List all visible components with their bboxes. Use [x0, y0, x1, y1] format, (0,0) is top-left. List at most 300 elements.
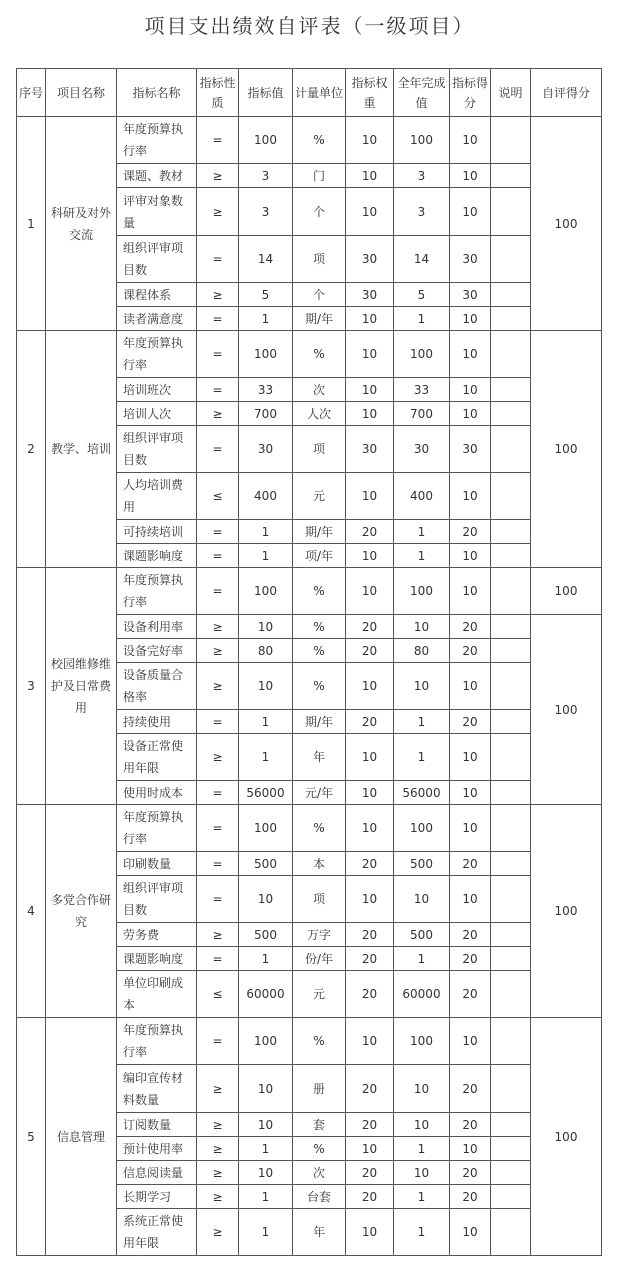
indicator-unit: %	[293, 117, 346, 164]
indicator-note	[491, 852, 531, 876]
indicator-weight: 10	[346, 781, 394, 805]
indicator-note	[491, 473, 531, 520]
indicator-weight: 10	[346, 1018, 394, 1065]
indicator-name: 读者满意度	[117, 307, 197, 331]
indicator-score: 20	[450, 1065, 491, 1113]
indicator-unit: %	[293, 1137, 346, 1161]
project-name: 多党合作研究	[46, 805, 117, 1018]
indicator-note	[491, 876, 531, 923]
indicator-name: 系统正常使用年限	[117, 1209, 197, 1256]
header-self-score: 自评得分	[531, 69, 602, 117]
indicator-unit: 万字	[293, 923, 346, 947]
indicator-value: 10	[239, 663, 293, 710]
indicator-name: 课程体系	[117, 283, 197, 307]
indicator-unit: 次	[293, 1161, 346, 1185]
indicator-score: 30	[450, 236, 491, 283]
indicator-name: 信息阅读量	[117, 1161, 197, 1185]
indicator-score: 10	[450, 164, 491, 188]
indicator-unit: 项	[293, 236, 346, 283]
indicator-actual: 1	[394, 1137, 450, 1161]
indicator-actual: 10	[394, 615, 450, 639]
indicator-note	[491, 1185, 531, 1209]
indicator-nature: ≥	[197, 639, 239, 663]
indicator-note	[491, 734, 531, 781]
project-no: 4	[17, 805, 46, 1018]
indicator-name: 设备利用率	[117, 615, 197, 639]
indicator-name: 组织评审项目数	[117, 236, 197, 283]
table-row	[17, 331, 602, 378]
indicator-name: 劳务费	[117, 923, 197, 947]
indicator-name: 课题影响度	[117, 947, 197, 971]
indicator-score: 30	[450, 426, 491, 473]
indicator-name: 课题影响度	[117, 544, 197, 568]
indicator-actual: 500	[394, 852, 450, 876]
indicator-value: 56000	[239, 781, 293, 805]
indicator-nature: ≥	[197, 1209, 239, 1256]
indicator-value: 400	[239, 473, 293, 520]
indicator-weight: 10	[346, 734, 394, 781]
indicator-actual: 1	[394, 1209, 450, 1256]
indicator-score: 20	[450, 947, 491, 971]
indicator-name: 持续使用	[117, 710, 197, 734]
indicator-actual: 100	[394, 805, 450, 852]
indicator-note	[491, 568, 531, 615]
indicator-weight: 20	[346, 710, 394, 734]
indicator-value: 60000	[239, 971, 293, 1018]
indicator-value: 10	[239, 615, 293, 639]
indicator-weight: 10	[346, 331, 394, 378]
indicator-nature: ≥	[197, 923, 239, 947]
indicator-unit: %	[293, 663, 346, 710]
indicator-nature: =	[197, 781, 239, 805]
indicator-score: 10	[450, 1137, 491, 1161]
indicator-score: 20	[450, 639, 491, 663]
indicator-unit: 期/年	[293, 710, 346, 734]
indicator-note	[491, 1209, 531, 1256]
indicator-note	[491, 1161, 531, 1185]
header-weight: 指标权重	[346, 69, 394, 117]
indicator-value: 1	[239, 520, 293, 544]
indicator-note	[491, 117, 531, 164]
indicator-name: 单位印刷成本	[117, 971, 197, 1018]
project-no: 1	[17, 117, 46, 331]
indicator-note	[491, 188, 531, 236]
indicator-unit: 套	[293, 1113, 346, 1137]
indicator-name: 课题、教材	[117, 164, 197, 188]
indicator-score: 10	[450, 473, 491, 520]
indicator-name: 使用时成本	[117, 781, 197, 805]
indicator-nature: =	[197, 520, 239, 544]
indicator-weight: 10	[346, 402, 394, 426]
indicator-nature: ≥	[197, 1113, 239, 1137]
indicator-unit: 元	[293, 971, 346, 1018]
header-row	[17, 69, 602, 117]
indicator-nature: ≤	[197, 473, 239, 520]
indicator-actual: 1	[394, 947, 450, 971]
indicator-name: 组织评审项目数	[117, 426, 197, 473]
indicator-name: 可持续培训	[117, 520, 197, 544]
indicator-weight: 10	[346, 473, 394, 520]
indicator-note	[491, 1137, 531, 1161]
indicator-note	[491, 971, 531, 1018]
indicator-score: 30	[450, 283, 491, 307]
indicator-unit: 元	[293, 473, 346, 520]
indicator-name: 设备完好率	[117, 639, 197, 663]
indicator-value: 1	[239, 734, 293, 781]
indicator-nature: ≥	[197, 1185, 239, 1209]
indicator-score: 10	[450, 805, 491, 852]
indicator-value: 30	[239, 426, 293, 473]
indicator-nature: =	[197, 710, 239, 734]
indicator-weight: 20	[346, 1185, 394, 1209]
indicator-unit: 元/年	[293, 781, 346, 805]
indicator-note	[491, 402, 531, 426]
indicator-score: 20	[450, 923, 491, 947]
indicator-note	[491, 781, 531, 805]
indicator-actual: 3	[394, 188, 450, 236]
project-no: 2	[17, 331, 46, 568]
indicator-actual: 1	[394, 520, 450, 544]
header-score: 指标得分	[450, 69, 491, 117]
indicator-value: 100	[239, 331, 293, 378]
indicator-value: 100	[239, 568, 293, 615]
indicator-name: 组织评审项目数	[117, 876, 197, 923]
indicator-weight: 10	[346, 188, 394, 236]
indicator-value: 1	[239, 1209, 293, 1256]
indicator-value: 5	[239, 283, 293, 307]
indicator-name: 预计使用率	[117, 1137, 197, 1161]
indicator-note	[491, 307, 531, 331]
indicator-unit: %	[293, 331, 346, 378]
indicator-score: 20	[450, 852, 491, 876]
project-name: 信息管理	[46, 1018, 117, 1256]
indicator-score: 10	[450, 1209, 491, 1256]
indicator-note	[491, 1018, 531, 1065]
indicator-score: 20	[450, 710, 491, 734]
indicator-score: 10	[450, 734, 491, 781]
indicator-actual: 1	[394, 734, 450, 781]
indicator-note	[491, 520, 531, 544]
indicator-actual: 500	[394, 923, 450, 947]
indicator-name: 年度预算执行率	[117, 805, 197, 852]
indicator-unit: %	[293, 805, 346, 852]
indicator-actual: 80	[394, 639, 450, 663]
indicator-score: 10	[450, 378, 491, 402]
indicator-weight: 10	[346, 1209, 394, 1256]
indicator-value: 100	[239, 805, 293, 852]
indicator-weight: 30	[346, 283, 394, 307]
indicator-unit: %	[293, 639, 346, 663]
indicator-weight: 10	[346, 544, 394, 568]
header-unit: 计量单位	[293, 69, 346, 117]
indicator-name: 培训人次	[117, 402, 197, 426]
indicator-note	[491, 164, 531, 188]
self-score: 100	[531, 805, 602, 1018]
indicator-weight: 20	[346, 639, 394, 663]
indicator-actual: 1	[394, 544, 450, 568]
indicator-unit: 期/年	[293, 307, 346, 331]
table-row	[17, 117, 602, 164]
indicator-actual: 60000	[394, 971, 450, 1018]
table-row	[17, 805, 602, 852]
indicator-weight: 30	[346, 426, 394, 473]
indicator-weight: 20	[346, 923, 394, 947]
header-no: 序号	[17, 69, 46, 117]
indicator-name: 评审对象数量	[117, 188, 197, 236]
indicator-nature: =	[197, 378, 239, 402]
indicator-name: 培训班次	[117, 378, 197, 402]
header-project-name: 项目名称	[46, 69, 117, 117]
indicator-nature: ≥	[197, 188, 239, 236]
indicator-value: 500	[239, 923, 293, 947]
indicator-note	[491, 236, 531, 283]
indicator-name: 年度预算执行率	[117, 568, 197, 615]
project-no: 5	[17, 1018, 46, 1256]
indicator-score: 10	[450, 568, 491, 615]
indicator-actual: 56000	[394, 781, 450, 805]
header-note: 说明	[491, 69, 531, 117]
indicator-value: 3	[239, 188, 293, 236]
project-name: 校园维修维护及日常费用	[46, 568, 117, 805]
indicator-name: 印刷数量	[117, 852, 197, 876]
indicator-weight: 30	[346, 236, 394, 283]
indicator-weight: 20	[346, 971, 394, 1018]
indicator-nature: ≥	[197, 663, 239, 710]
indicator-nature: ≥	[197, 283, 239, 307]
indicator-name: 订阅数量	[117, 1113, 197, 1137]
indicator-actual: 100	[394, 1018, 450, 1065]
indicator-value: 100	[239, 1018, 293, 1065]
indicator-unit: 年	[293, 1209, 346, 1256]
indicator-nature: =	[197, 307, 239, 331]
indicator-actual: 3	[394, 164, 450, 188]
indicator-score: 10	[450, 1018, 491, 1065]
indicator-actual: 1	[394, 710, 450, 734]
indicator-actual: 700	[394, 402, 450, 426]
indicator-note	[491, 1113, 531, 1137]
indicator-nature: ≥	[197, 615, 239, 639]
indicator-name: 编印宣传材料数量	[117, 1065, 197, 1113]
indicator-note	[491, 923, 531, 947]
indicator-score: 20	[450, 1185, 491, 1209]
header-value: 指标值	[239, 69, 293, 117]
indicator-score: 20	[450, 520, 491, 544]
indicator-weight: 10	[346, 568, 394, 615]
indicator-actual: 10	[394, 663, 450, 710]
indicator-unit: 项/年	[293, 544, 346, 568]
indicator-value: 700	[239, 402, 293, 426]
indicator-weight: 20	[346, 1161, 394, 1185]
indicator-actual: 1	[394, 307, 450, 331]
indicator-note	[491, 639, 531, 663]
project-name: 科研及对外交流	[46, 117, 117, 331]
table-row	[17, 568, 602, 615]
indicator-weight: 20	[346, 615, 394, 639]
indicator-actual: 100	[394, 568, 450, 615]
indicator-unit: %	[293, 568, 346, 615]
indicator-score: 20	[450, 615, 491, 639]
self-score: 100	[531, 615, 602, 805]
indicator-nature: ≥	[197, 164, 239, 188]
indicator-note	[491, 663, 531, 710]
indicator-unit: 人次	[293, 402, 346, 426]
indicator-name: 设备质量合格率	[117, 663, 197, 710]
self-score: 100	[531, 568, 602, 615]
indicator-actual: 100	[394, 117, 450, 164]
indicator-note	[491, 947, 531, 971]
indicator-score: 20	[450, 971, 491, 1018]
indicator-unit: %	[293, 615, 346, 639]
indicator-actual: 100	[394, 331, 450, 378]
indicator-weight: 10	[346, 307, 394, 331]
indicator-weight: 10	[346, 876, 394, 923]
indicator-nature: =	[197, 568, 239, 615]
indicator-nature: ≥	[197, 402, 239, 426]
indicator-name: 人均培训费用	[117, 473, 197, 520]
indicator-weight: 10	[346, 663, 394, 710]
indicator-score: 10	[450, 876, 491, 923]
indicator-name: 长期学习	[117, 1185, 197, 1209]
indicator-score: 20	[450, 1161, 491, 1185]
indicator-nature: =	[197, 426, 239, 473]
indicator-weight: 10	[346, 164, 394, 188]
indicator-weight: 10	[346, 805, 394, 852]
indicator-nature: ≤	[197, 971, 239, 1018]
indicator-note	[491, 331, 531, 378]
indicator-score: 10	[450, 663, 491, 710]
indicator-actual: 14	[394, 236, 450, 283]
header-actual: 全年完成值	[394, 69, 450, 117]
indicator-value: 10	[239, 876, 293, 923]
indicator-actual: 400	[394, 473, 450, 520]
indicator-nature: ≥	[197, 1137, 239, 1161]
indicator-note	[491, 805, 531, 852]
indicator-unit: 项	[293, 426, 346, 473]
indicator-nature: ≥	[197, 734, 239, 781]
indicator-unit: 门	[293, 164, 346, 188]
indicator-score: 10	[450, 331, 491, 378]
indicator-weight: 20	[346, 1065, 394, 1113]
indicator-weight: 20	[346, 852, 394, 876]
indicator-value: 80	[239, 639, 293, 663]
indicator-value: 1	[239, 947, 293, 971]
indicator-actual: 10	[394, 876, 450, 923]
project-no: 3	[17, 568, 46, 805]
indicator-nature: =	[197, 331, 239, 378]
indicator-score: 10	[450, 402, 491, 426]
indicator-actual: 33	[394, 378, 450, 402]
table-body	[17, 117, 602, 1256]
indicator-value: 500	[239, 852, 293, 876]
indicator-value: 100	[239, 117, 293, 164]
indicator-value: 3	[239, 164, 293, 188]
header-nature: 指标性质	[197, 69, 239, 117]
indicator-value: 10	[239, 1113, 293, 1137]
indicator-nature: =	[197, 947, 239, 971]
indicator-actual: 10	[394, 1113, 450, 1137]
indicator-nature: =	[197, 544, 239, 568]
indicator-score: 10	[450, 781, 491, 805]
indicator-score: 10	[450, 307, 491, 331]
indicator-name: 年度预算执行率	[117, 1018, 197, 1065]
indicator-value: 1	[239, 544, 293, 568]
indicator-actual: 10	[394, 1161, 450, 1185]
indicator-value: 1	[239, 307, 293, 331]
indicator-weight: 10	[346, 117, 394, 164]
indicator-nature: =	[197, 852, 239, 876]
indicator-value: 1	[239, 710, 293, 734]
indicator-note	[491, 710, 531, 734]
self-score: 100	[531, 117, 602, 331]
indicator-unit: 台套	[293, 1185, 346, 1209]
indicator-value: 10	[239, 1161, 293, 1185]
indicator-score: 10	[450, 117, 491, 164]
indicator-nature: =	[197, 805, 239, 852]
indicator-note	[491, 1065, 531, 1113]
self-score: 100	[531, 331, 602, 568]
indicator-weight: 10	[346, 1137, 394, 1161]
indicator-actual: 1	[394, 1185, 450, 1209]
performance-table	[16, 68, 602, 1256]
indicator-nature: ≥	[197, 1065, 239, 1113]
indicator-note	[491, 544, 531, 568]
indicator-value: 14	[239, 236, 293, 283]
indicator-unit: %	[293, 1018, 346, 1065]
table-row	[17, 1018, 602, 1065]
indicator-score: 10	[450, 188, 491, 236]
indicator-weight: 10	[346, 378, 394, 402]
header-indicator: 指标名称	[117, 69, 197, 117]
indicator-weight: 20	[346, 520, 394, 544]
indicator-unit: 个	[293, 283, 346, 307]
indicator-nature: =	[197, 1018, 239, 1065]
indicator-weight: 20	[346, 947, 394, 971]
indicator-note	[491, 426, 531, 473]
indicator-nature: =	[197, 236, 239, 283]
indicator-score: 20	[450, 1113, 491, 1137]
indicator-unit: 项	[293, 876, 346, 923]
indicator-score: 10	[450, 544, 491, 568]
indicator-value: 33	[239, 378, 293, 402]
indicator-value: 10	[239, 1065, 293, 1113]
indicator-unit: 册	[293, 1065, 346, 1113]
indicator-name: 设备正常使用年限	[117, 734, 197, 781]
indicator-nature: =	[197, 117, 239, 164]
indicator-unit: 份/年	[293, 947, 346, 971]
indicator-actual: 30	[394, 426, 450, 473]
page-title: 项目支出绩效自评表（一级项目）	[144, 14, 475, 38]
indicator-unit: 本	[293, 852, 346, 876]
project-name: 教学、培训	[46, 331, 117, 568]
indicator-unit: 期/年	[293, 520, 346, 544]
self-score: 100	[531, 1018, 602, 1256]
indicator-note	[491, 615, 531, 639]
indicator-name: 年度预算执行率	[117, 331, 197, 378]
indicator-actual: 5	[394, 283, 450, 307]
indicator-weight: 20	[346, 1113, 394, 1137]
indicator-value: 1	[239, 1137, 293, 1161]
indicator-note	[491, 283, 531, 307]
indicator-name: 年度预算执行率	[117, 117, 197, 164]
indicator-note	[491, 378, 531, 402]
indicator-value: 1	[239, 1185, 293, 1209]
indicator-unit: 年	[293, 734, 346, 781]
indicator-unit: 个	[293, 188, 346, 236]
indicator-nature: ≥	[197, 1161, 239, 1185]
indicator-nature: =	[197, 876, 239, 923]
indicator-actual: 10	[394, 1065, 450, 1113]
indicator-unit: 次	[293, 378, 346, 402]
